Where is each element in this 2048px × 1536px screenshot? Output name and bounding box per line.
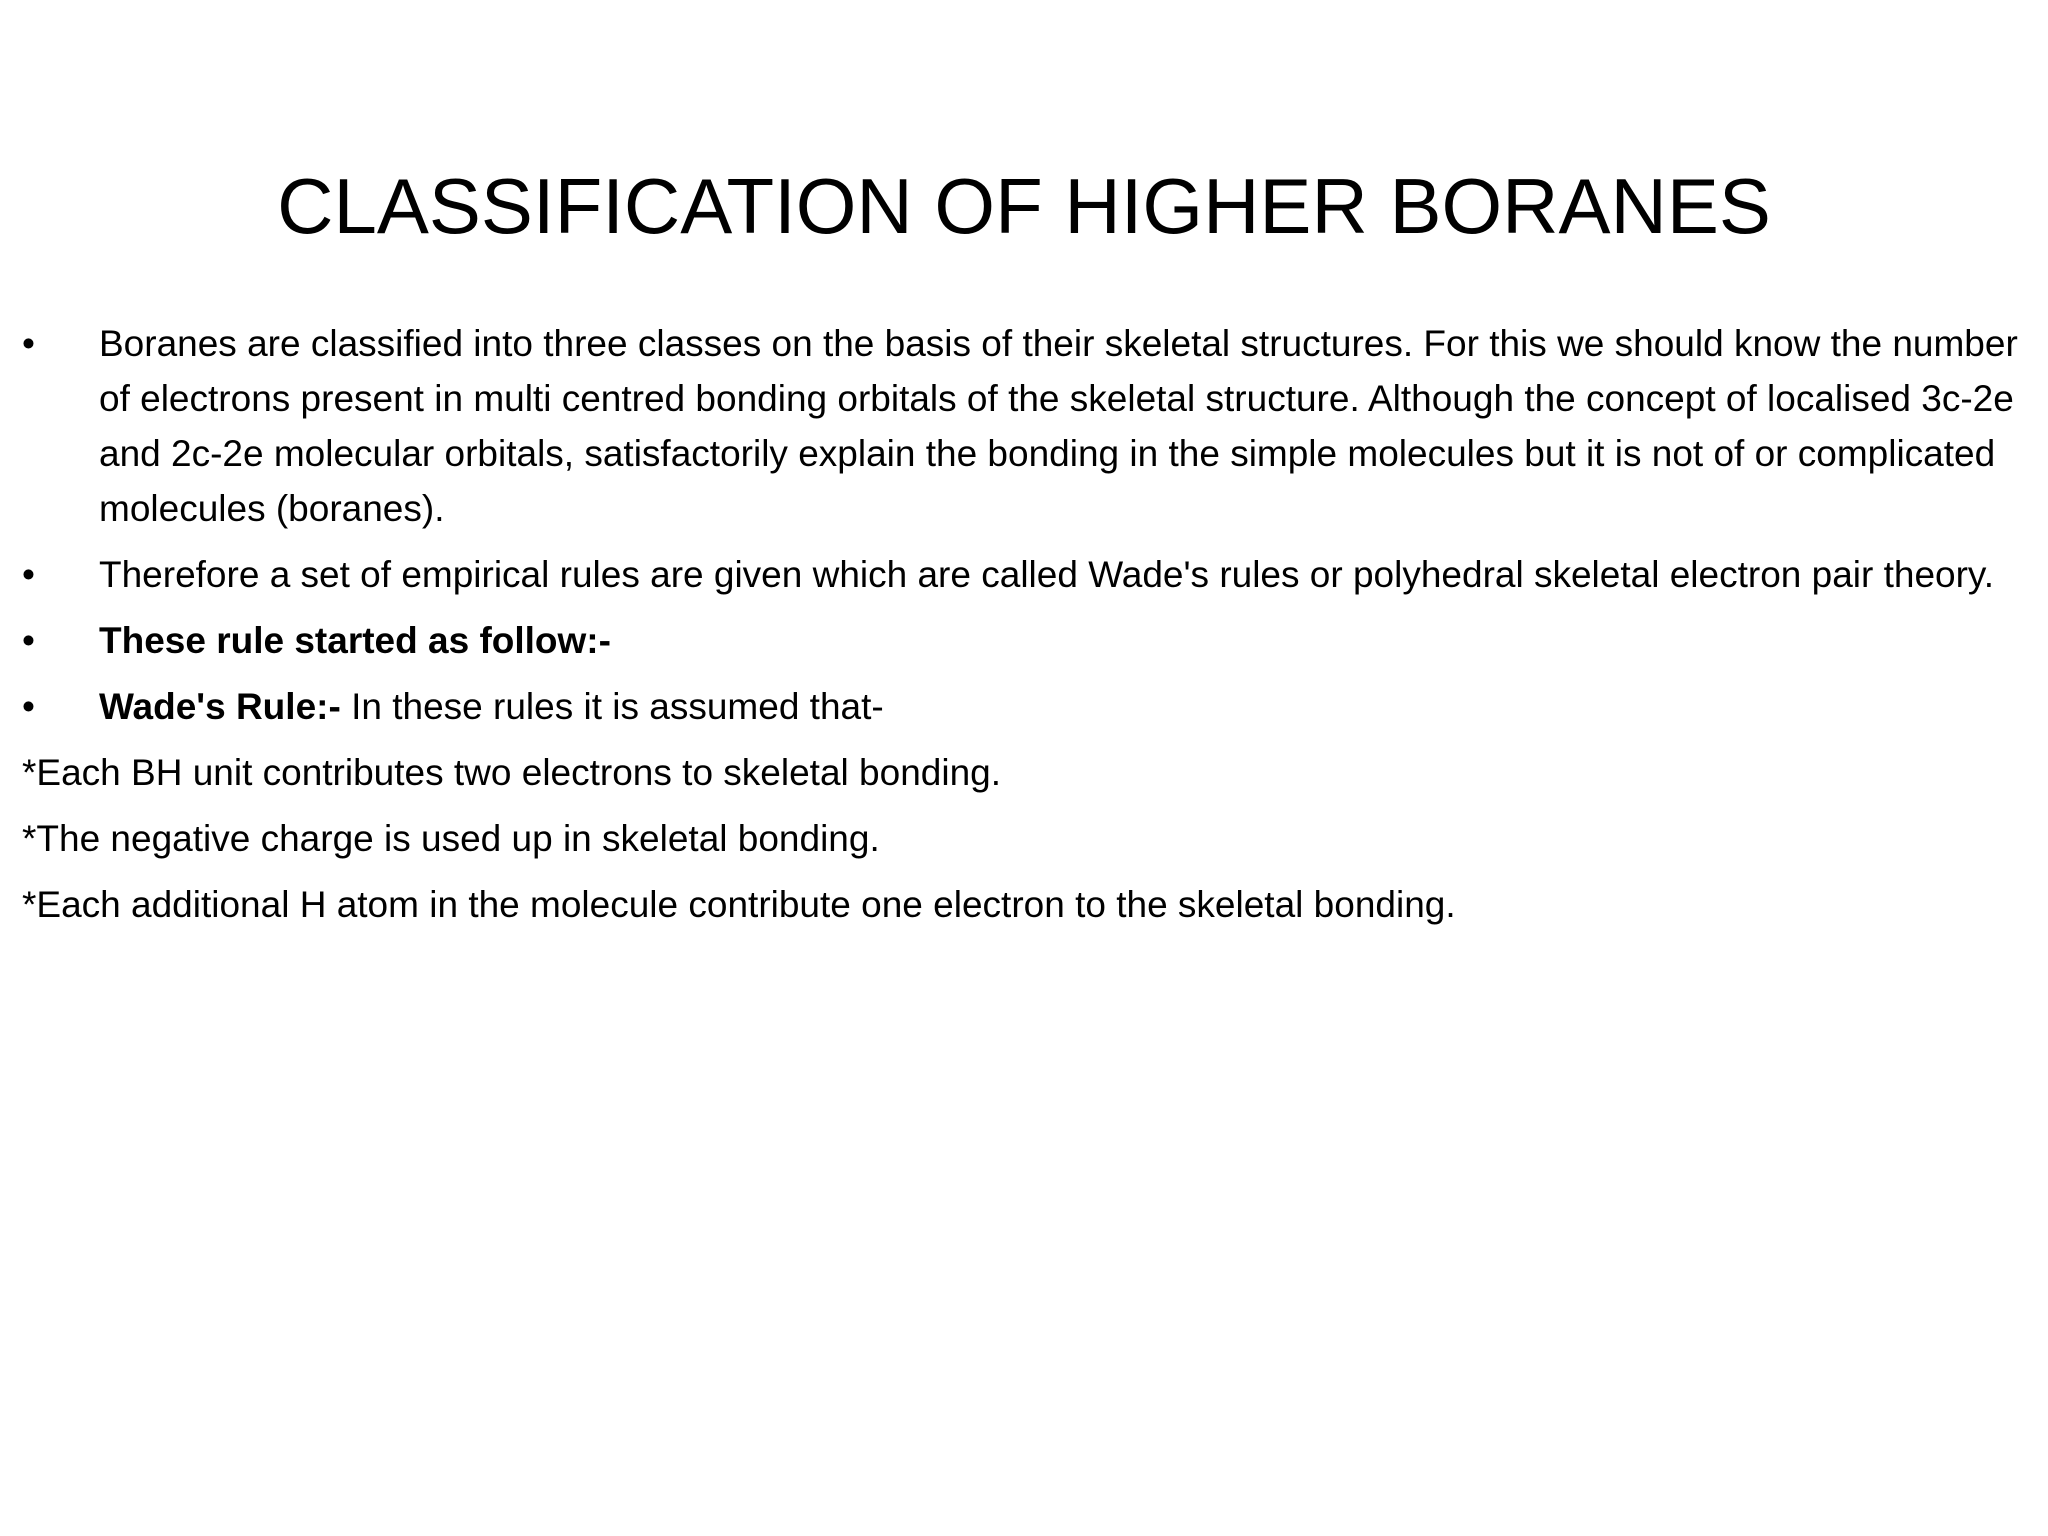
bullet-icon: • <box>22 323 35 364</box>
bullet-text: Boranes are classified into three classes on the basis of their skeletal structures. For this we should know the number of electrons present in multi centred bonding orbitals of the skeletal structure. Although the concept of localised 3c-2e and 2c-2e molecular orbitals, satisfactorily explain the bonding in the simple molecules but it is not of or complicated molecules (boranes). <box>99 323 2018 529</box>
bullet-icon: • <box>22 620 35 661</box>
assumption-negative-charge: *The negative charge is used up in skeletal bonding. <box>22 818 880 859</box>
bullet-list <box>22 316 2032 734</box>
bullet-icon: • <box>22 686 35 727</box>
bullet-item-rule-intro <box>22 613 2032 668</box>
assumption-additional-h: *Each additional H atom in the molecule contribute one electron to the skeletal bonding. <box>22 884 1456 925</box>
bullet-bold-text: These rule started as follow:- <box>99 620 611 661</box>
bullet-icon: • <box>22 554 35 595</box>
bullet-bold-text: Wade's Rule:- <box>99 686 341 727</box>
slide-title: CLASSIFICATION OF HIGHER BORANES <box>277 162 1771 250</box>
bullet-text: In these rules it is assumed that- <box>340 686 884 727</box>
bullet-item-wades-rule-heading <box>22 679 2032 734</box>
assumption-bh-unit: *Each BH unit contributes two electrons to skeletal bonding. <box>22 752 1002 793</box>
slide-body <box>22 316 2032 943</box>
bullet-text: Therefore a set of empirical rules are given which are called Wade's rules or polyhedral skeletal electron pair theory. <box>99 554 1994 595</box>
bullet-item-classification <box>22 316 2032 536</box>
bullet-item-wades-rules <box>22 547 2032 602</box>
